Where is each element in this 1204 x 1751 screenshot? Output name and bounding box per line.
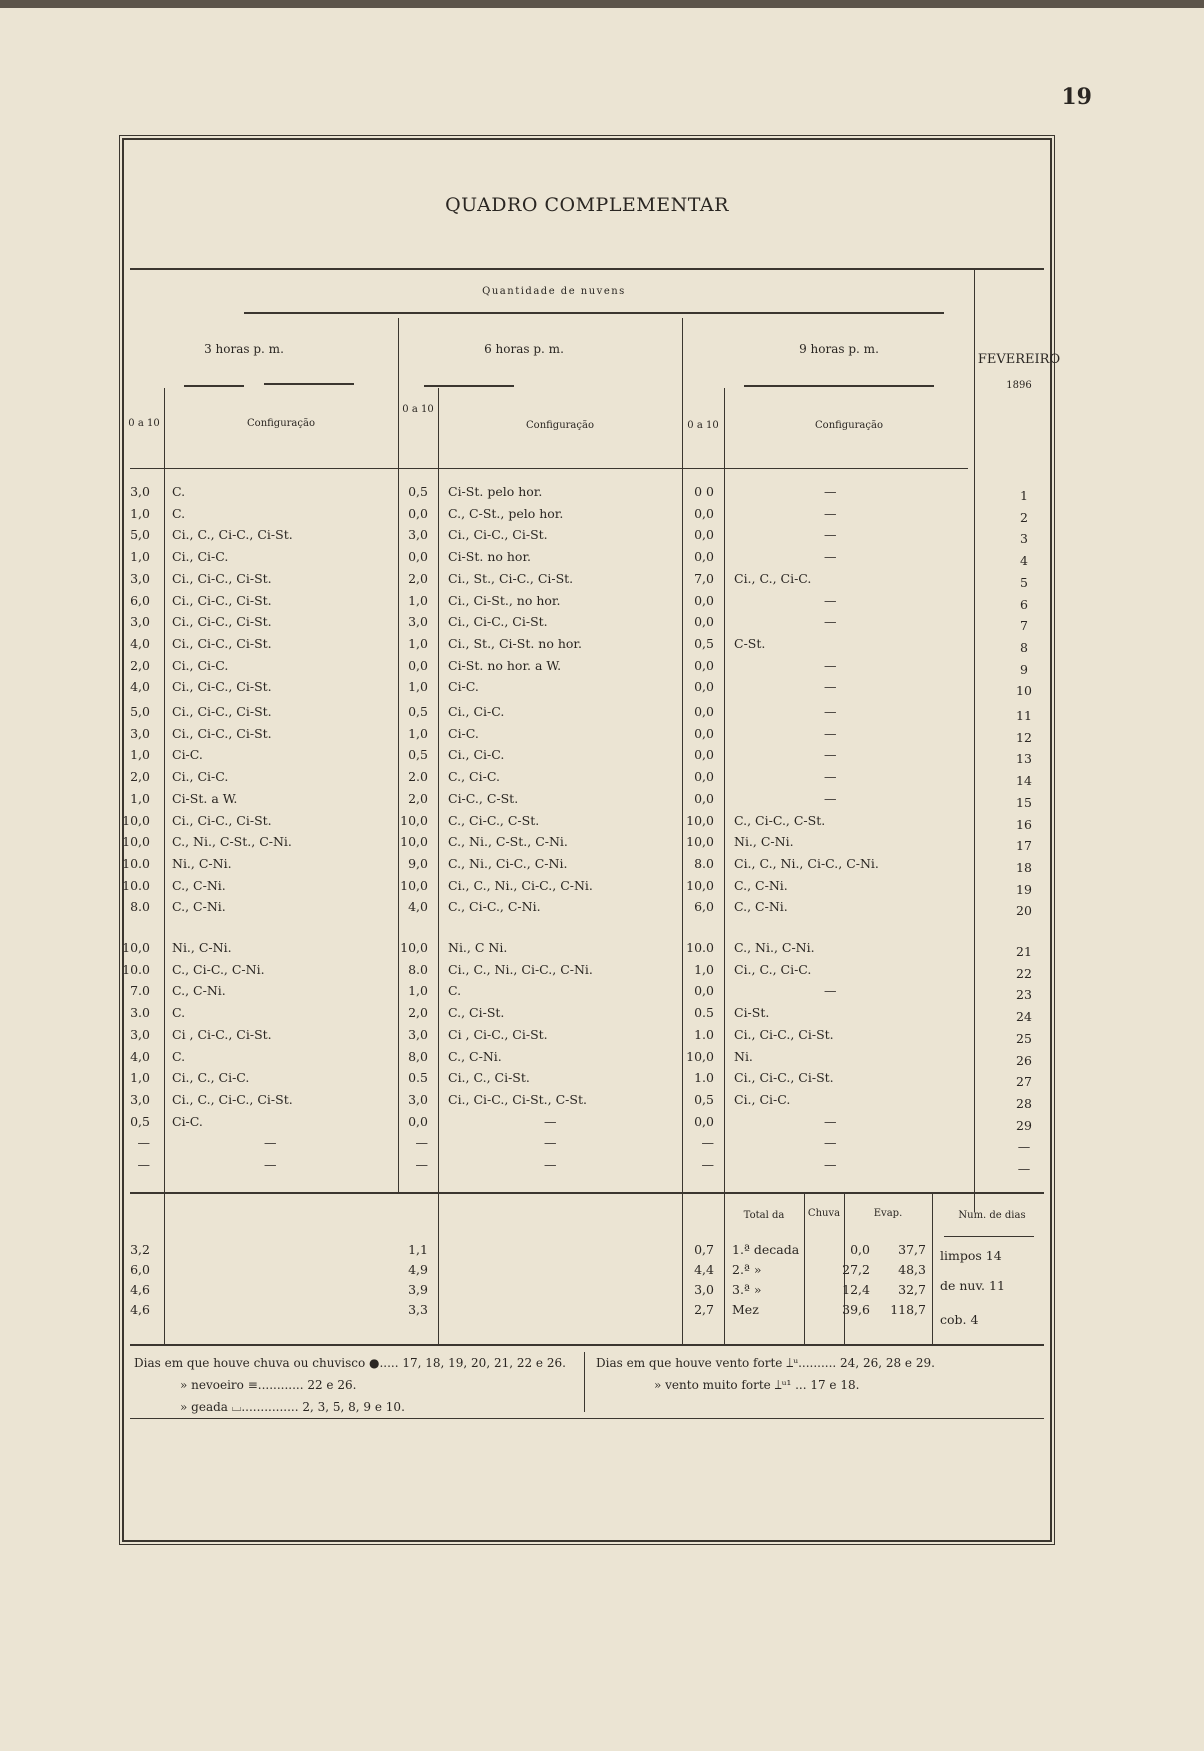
cell-a: 1,0 bbox=[130, 747, 150, 763]
cell-cc: — bbox=[824, 679, 837, 695]
footnote-wind: Dias em que houve vento forte ⟘ᵘ.......... 24, 26, 28 e 29. bbox=[596, 1356, 935, 1370]
cell-a: 8.0 bbox=[130, 899, 150, 915]
cell-cc: — bbox=[824, 549, 837, 565]
cell-cc: Ni., C-Ni. bbox=[734, 834, 794, 850]
cell-c: 0,5 bbox=[694, 635, 714, 651]
cell-b: 0,0 bbox=[408, 657, 428, 673]
cell-ac: Ci., Ci-C., Ci-St. bbox=[172, 725, 272, 741]
cell-ac: C. bbox=[172, 1048, 186, 1064]
cell-c: 1.0 bbox=[694, 1070, 714, 1086]
summary-label: 1.ª decada bbox=[732, 1242, 800, 1257]
cell-day: 27 bbox=[1016, 1074, 1032, 1090]
summary-a: 6,0 bbox=[130, 1262, 150, 1277]
cell-cc: — bbox=[824, 1157, 837, 1172]
cell-bc: Ci., Ci-C. bbox=[448, 747, 505, 763]
cell-bc: C., Ci-St. bbox=[448, 1005, 505, 1021]
cell-ac: Ci., Ci-C., Ci-St. bbox=[172, 570, 272, 586]
cell-day: 11 bbox=[1016, 708, 1032, 723]
cell-cc: Ci., Ci-C., Ci-St. bbox=[734, 1070, 834, 1086]
cell-bc: Ci-C. bbox=[448, 725, 479, 741]
cell-cc: C., C-Ni. bbox=[734, 899, 788, 915]
cell-c: 8.0 bbox=[694, 855, 714, 871]
cell-c: 0,5 bbox=[694, 1091, 714, 1107]
cell-a: 1,0 bbox=[130, 549, 150, 565]
cell-cc: — bbox=[824, 725, 837, 741]
cell-bc: Ci., St., Ci-St. no hor. bbox=[448, 635, 583, 651]
cell-a: 10.0 bbox=[122, 877, 150, 893]
cell-cc: C-St. bbox=[734, 635, 766, 651]
cell-a: 5,0 bbox=[130, 704, 150, 719]
cell-ac: Ci., Ci-C. bbox=[172, 657, 229, 673]
table-title: QUADRO COMPLEMENTAR bbox=[445, 194, 729, 216]
cell-a: 3.0 bbox=[130, 1005, 150, 1021]
summary-evap: 48,3 bbox=[898, 1262, 926, 1277]
cell-c: 7,0 bbox=[694, 570, 714, 586]
cell-cc: C., C-Ni. bbox=[734, 877, 788, 893]
year-label: 1896 bbox=[1006, 380, 1032, 391]
cell-day: 7 bbox=[1020, 618, 1028, 634]
cell-b: 9,0 bbox=[408, 855, 428, 871]
cell-a: 10.0 bbox=[122, 855, 150, 871]
summary-c: 2,7 bbox=[694, 1302, 714, 1317]
period-9pm: 9 horas p. m. bbox=[799, 342, 879, 356]
cell-a: — bbox=[137, 1135, 150, 1151]
cell-b: 0.5 bbox=[408, 1070, 428, 1086]
cell-cc: — bbox=[824, 747, 837, 763]
cell-b: 1,0 bbox=[408, 679, 428, 695]
cell-ac: Ci., Ci-C. bbox=[172, 769, 229, 785]
cell-b: 1,0 bbox=[408, 725, 428, 741]
cell-b: 0,0 bbox=[408, 549, 428, 565]
cell-c: 0,0 bbox=[694, 747, 714, 763]
cell-ac: Ci-C. bbox=[172, 1113, 203, 1129]
col-config-9pm: Configuração bbox=[815, 420, 883, 431]
cell-b: 3,0 bbox=[408, 1091, 428, 1107]
cell-c: 0,0 bbox=[694, 769, 714, 785]
cell-day: 5 bbox=[1020, 574, 1028, 590]
cell-bc: Ci-St. pelo hor. bbox=[448, 484, 543, 499]
cell-b: 8,0 bbox=[408, 1048, 428, 1064]
cell-day: 18 bbox=[1016, 859, 1032, 875]
cell-c: 10,0 bbox=[686, 834, 714, 850]
cell-a: 10,0 bbox=[122, 812, 150, 828]
cell-a: 1,0 bbox=[130, 505, 150, 521]
cell-bc: C., Ci-C., C-Ni. bbox=[448, 899, 541, 915]
cell-a: 3,0 bbox=[130, 725, 150, 741]
cell-day: 4 bbox=[1020, 553, 1028, 569]
cell-ac: Ci-C. bbox=[172, 747, 203, 763]
summary-b: 3,9 bbox=[408, 1282, 428, 1297]
summary-a: 4,6 bbox=[130, 1282, 150, 1297]
cell-bc: Ci-St. no hor. bbox=[448, 549, 532, 565]
cell-bc: Ni., C Ni. bbox=[448, 940, 508, 955]
cell-a: 2,0 bbox=[130, 657, 150, 673]
cell-bc: Ci., Ci-St., no hor. bbox=[448, 592, 561, 608]
cell-cc: — bbox=[824, 614, 837, 630]
cell-b: 3,0 bbox=[408, 1026, 428, 1042]
cell-b: 4,0 bbox=[408, 899, 428, 915]
cell-day: 1 bbox=[1020, 488, 1028, 503]
cell-bc: Ci-C. bbox=[448, 679, 479, 695]
cell-ac: C. bbox=[172, 1005, 186, 1021]
cell-ac: Ci , Ci-C., Ci-St. bbox=[172, 1026, 272, 1042]
cell-a: — bbox=[137, 1157, 150, 1172]
cell-bc: C., Ci-C. bbox=[448, 769, 500, 785]
cell-day: 9 bbox=[1020, 661, 1028, 677]
month-label: FEVEREIRO bbox=[977, 352, 1061, 367]
cell-ac: Ni., C-Ni. bbox=[172, 940, 232, 955]
cell-bc: — bbox=[544, 1113, 557, 1129]
cell-c: 0,0 bbox=[694, 614, 714, 630]
summary-evap: 37,7 bbox=[898, 1242, 926, 1257]
cell-bc: Ci., C., Ni., Ci-C., C-Ni. bbox=[448, 961, 593, 977]
summary-evap: 118,7 bbox=[890, 1302, 926, 1317]
cell-ac: C., C-Ni. bbox=[172, 899, 226, 915]
col-scale-9pm: 0 a 10 bbox=[687, 420, 719, 431]
cell-b: 0,0 bbox=[408, 505, 428, 521]
summary-c: 4,4 bbox=[694, 1262, 714, 1277]
cell-bc: Ci-St. no hor. a W. bbox=[448, 657, 562, 673]
cell-ac: Ci-St. a W. bbox=[172, 790, 238, 806]
cell-bc: — bbox=[544, 1157, 557, 1172]
summary-a: 4,6 bbox=[130, 1302, 150, 1317]
cell-day: 28 bbox=[1016, 1095, 1032, 1111]
cell-cc: C., Ni., C-Ni. bbox=[734, 940, 815, 955]
cell-c: 0,0 bbox=[694, 704, 714, 719]
cell-day: 20 bbox=[1016, 903, 1032, 919]
cell-c: 0.5 bbox=[694, 1005, 714, 1021]
cell-a: 3,0 bbox=[130, 614, 150, 630]
cell-ac: C. bbox=[172, 484, 186, 499]
cell-ac: C., C-Ni. bbox=[172, 877, 226, 893]
cell-a: 0,5 bbox=[130, 1113, 150, 1129]
cell-cc: — bbox=[824, 505, 837, 521]
cell-bc: C., C-St., pelo hor. bbox=[448, 505, 564, 521]
cell-cc: Ci-St. bbox=[734, 1005, 770, 1021]
cell-cc: — bbox=[824, 790, 837, 806]
cell-ac: Ci., C., Ci-C., Ci-St. bbox=[172, 1091, 293, 1107]
summary-c: 0,7 bbox=[694, 1242, 714, 1257]
cell-day: 10 bbox=[1016, 683, 1032, 699]
cell-bc: C. bbox=[448, 983, 462, 999]
cell-b: 2,0 bbox=[408, 570, 428, 586]
cell-a: 10,0 bbox=[122, 940, 150, 955]
cell-a: 7.0 bbox=[130, 983, 150, 999]
cell-bc: C., C-Ni. bbox=[448, 1048, 502, 1064]
cell-a: 4,0 bbox=[130, 679, 150, 695]
footnote-rain: Dias em que houve chuva ou chuvisco ●..... 17, 18, 19, 20, 21, 22 e 26. bbox=[134, 1356, 566, 1370]
page-edge bbox=[0, 0, 1204, 8]
cell-c: 0,0 bbox=[694, 549, 714, 565]
cell-b: 0,5 bbox=[408, 704, 428, 719]
cell-day: 22 bbox=[1016, 965, 1032, 981]
summary-total-header: Total da bbox=[743, 1210, 785, 1221]
cell-c: 6,0 bbox=[694, 899, 714, 915]
cell-b: 2,0 bbox=[408, 1005, 428, 1021]
col-scale-6pm: 0 a 10 bbox=[402, 404, 434, 415]
cell-ac: — bbox=[264, 1157, 277, 1172]
cell-day: 25 bbox=[1016, 1030, 1032, 1046]
col-config-6pm: Configuração bbox=[526, 420, 594, 431]
cell-b: — bbox=[415, 1157, 428, 1172]
days-overcast: cob. 4 bbox=[940, 1312, 979, 1327]
cell-c: 1.0 bbox=[694, 1026, 714, 1042]
cell-a: 6,0 bbox=[130, 592, 150, 608]
cell-c: 10,0 bbox=[686, 1048, 714, 1064]
cell-b: 0,5 bbox=[408, 747, 428, 763]
col-config-3pm: Configuração bbox=[247, 418, 315, 429]
period-3pm: 3 horas p. m. bbox=[204, 342, 284, 356]
cell-c: 0 0 bbox=[694, 484, 714, 499]
cell-cc: Ni. bbox=[734, 1048, 753, 1064]
cell-day: 26 bbox=[1016, 1052, 1032, 1068]
summary-rain: 12,4 bbox=[842, 1282, 870, 1297]
cell-c: 10,0 bbox=[686, 877, 714, 893]
cell-day: 15 bbox=[1016, 794, 1032, 810]
cell-cc: Ci., Ci-C., Ci-St. bbox=[734, 1026, 834, 1042]
cell-ac: Ci., Ci-C., Ci-St. bbox=[172, 592, 272, 608]
days-count-header: Num. de dias bbox=[958, 1210, 1026, 1221]
footnote-wind-strong: » vento muito forte ⟘ᵘ¹ ... 17 e 18. bbox=[654, 1378, 860, 1392]
cell-bc: Ci., Ci-C. bbox=[448, 704, 505, 719]
days-partly-cloudy: de nuv. 11 bbox=[940, 1278, 1005, 1293]
cell-cc: Ci., C., Ci-C. bbox=[734, 961, 812, 977]
cell-ac: Ni., C-Ni. bbox=[172, 855, 232, 871]
cell-c: 0,0 bbox=[694, 505, 714, 521]
cell-cc: — bbox=[824, 1113, 837, 1129]
cell-bc: C., Ni., Ci-C., C-Ni. bbox=[448, 855, 568, 871]
summary-label: Mez bbox=[732, 1302, 759, 1317]
cell-a: 10,0 bbox=[122, 834, 150, 850]
cell-b: 2.0 bbox=[408, 769, 428, 785]
footnote-fog: » nevoeiro ≡............ 22 e 26. bbox=[180, 1378, 357, 1392]
cell-day: 17 bbox=[1016, 838, 1032, 854]
cell-b: 10,0 bbox=[400, 834, 428, 850]
cell-cc: — bbox=[824, 484, 837, 499]
cell-bc: Ci., Ci-C., Ci-St. bbox=[448, 614, 548, 630]
cell-b: 0,5 bbox=[408, 484, 428, 499]
cell-cc: — bbox=[824, 1135, 837, 1151]
summary-label: 3.ª » bbox=[732, 1282, 762, 1297]
cell-b: — bbox=[415, 1135, 428, 1151]
cell-bc: Ci., Ci-C., Ci-St. bbox=[448, 527, 548, 543]
cell-ac: Ci., C., Ci-C., Ci-St. bbox=[172, 527, 293, 543]
cell-b: 0,0 bbox=[408, 1113, 428, 1129]
cell-bc: C., Ni., C-St., C-Ni. bbox=[448, 834, 568, 850]
cell-ac: — bbox=[264, 1135, 277, 1151]
cell-cc: Ci., Ci-C. bbox=[734, 1091, 791, 1107]
cell-b: 2,0 bbox=[408, 790, 428, 806]
cell-day: 14 bbox=[1016, 773, 1032, 789]
summary-evap-header: Evap. bbox=[873, 1208, 903, 1219]
cell-day: 16 bbox=[1016, 816, 1032, 832]
col-scale-3pm: 0 a 10 bbox=[128, 418, 160, 429]
summary-rain: 0,0 bbox=[850, 1242, 870, 1257]
cell-b: 1,0 bbox=[408, 983, 428, 999]
cell-b: 10,0 bbox=[400, 940, 428, 955]
cell-c: 0,0 bbox=[694, 725, 714, 741]
cell-day: 13 bbox=[1016, 751, 1032, 767]
cell-c: 0,0 bbox=[694, 657, 714, 673]
cell-day: 29 bbox=[1016, 1117, 1032, 1133]
cell-c: — bbox=[701, 1135, 714, 1151]
page-number: 19 bbox=[1061, 84, 1092, 110]
cell-ac: Ci., Ci-C., Ci-St. bbox=[172, 635, 272, 651]
cell-ac: C., Ni., C-St., C-Ni. bbox=[172, 834, 292, 850]
cell-cc: — bbox=[824, 983, 837, 999]
cell-c: 0,0 bbox=[694, 983, 714, 999]
summary-rain: 39,6 bbox=[842, 1302, 870, 1317]
cell-cc: — bbox=[824, 769, 837, 785]
summary-b: 4,9 bbox=[408, 1262, 428, 1277]
cell-day: 12 bbox=[1016, 729, 1032, 745]
cell-b: 10,0 bbox=[400, 812, 428, 828]
cell-b: 1,0 bbox=[408, 592, 428, 608]
cell-cc: — bbox=[824, 657, 837, 673]
summary-rain: 27,2 bbox=[842, 1262, 870, 1277]
cell-b: 3,0 bbox=[408, 527, 428, 543]
cell-c: 0,0 bbox=[694, 1113, 714, 1129]
cell-a: 3,0 bbox=[130, 484, 150, 499]
cell-c: — bbox=[701, 1157, 714, 1172]
cell-a: 3,0 bbox=[130, 1026, 150, 1042]
cell-b: 1,0 bbox=[408, 635, 428, 651]
cell-a: 1,0 bbox=[130, 790, 150, 806]
cell-cc: — bbox=[824, 704, 837, 719]
cell-day: 23 bbox=[1016, 987, 1032, 1003]
cell-a: 4,0 bbox=[130, 1048, 150, 1064]
cell-c: 0,0 bbox=[694, 679, 714, 695]
cell-day: — bbox=[1017, 1161, 1031, 1176]
cell-a: 10.0 bbox=[122, 961, 150, 977]
cell-day: 21 bbox=[1016, 944, 1032, 959]
cell-c: 1,0 bbox=[694, 961, 714, 977]
cell-bc: Ci., C., Ni., Ci-C., C-Ni. bbox=[448, 877, 593, 893]
cell-bc: Ci., St., Ci-C., Ci-St. bbox=[448, 570, 574, 586]
cell-ac: Ci., Ci-C., Ci-St. bbox=[172, 614, 272, 630]
cell-cc: Ci., C., Ni., Ci-C., C-Ni. bbox=[734, 855, 879, 871]
group-header: Quantidade de nuvens bbox=[482, 286, 626, 297]
cell-day: 3 bbox=[1020, 531, 1028, 547]
cell-ac: Ci., Ci-C., Ci-St. bbox=[172, 704, 272, 719]
cell-c: 0,0 bbox=[694, 592, 714, 608]
cell-bc: Ci., Ci-C., Ci-St., C-St. bbox=[448, 1091, 587, 1107]
cell-day: 24 bbox=[1016, 1009, 1032, 1025]
cell-cc: C., Ci-C., C-St. bbox=[734, 812, 826, 828]
summary-rain-header: Chuva bbox=[807, 1208, 841, 1219]
summary-b: 3,3 bbox=[408, 1302, 428, 1317]
cell-a: 3,0 bbox=[130, 1091, 150, 1107]
cell-ac: Ci., Ci-C. bbox=[172, 549, 229, 565]
cell-a: 5,0 bbox=[130, 527, 150, 543]
summary-a: 3,2 bbox=[130, 1242, 150, 1257]
cell-ac: Ci., C., Ci-C. bbox=[172, 1070, 250, 1086]
cell-a: 1,0 bbox=[130, 1070, 150, 1086]
cell-ac: C., Ci-C., C-Ni. bbox=[172, 961, 265, 977]
cell-day: 6 bbox=[1020, 596, 1028, 612]
cell-day: — bbox=[1017, 1139, 1031, 1155]
cell-ac: Ci., Ci-C., Ci-St. bbox=[172, 679, 272, 695]
cell-c: 10,0 bbox=[686, 812, 714, 828]
cell-c: 0,0 bbox=[694, 527, 714, 543]
cell-bc: Ci , Ci-C., Ci-St. bbox=[448, 1026, 548, 1042]
summary-evap: 32,7 bbox=[898, 1282, 926, 1297]
cell-cc: — bbox=[824, 527, 837, 543]
cell-c: 10.0 bbox=[686, 940, 714, 955]
cell-ac: Ci., Ci-C., Ci-St. bbox=[172, 812, 272, 828]
summary-b: 1,1 bbox=[408, 1242, 428, 1257]
cell-ac: C., C-Ni. bbox=[172, 983, 226, 999]
days-clear: limpos 14 bbox=[940, 1248, 1002, 1263]
cell-bc: Ci-C., C-St. bbox=[448, 790, 519, 806]
period-6pm: 6 horas p. m. bbox=[484, 342, 564, 356]
cell-day: 2 bbox=[1020, 509, 1028, 525]
cell-bc: Ci., C., Ci-St. bbox=[448, 1070, 530, 1086]
footnote-frost: » geada ⌴............... 2, 3, 5, 8, 9 e 10. bbox=[180, 1400, 405, 1414]
cell-b: 8.0 bbox=[408, 961, 428, 977]
summary-label: 2.ª » bbox=[732, 1262, 762, 1277]
summary-c: 3,0 bbox=[694, 1282, 714, 1297]
cell-bc: — bbox=[544, 1135, 557, 1151]
cell-b: 3,0 bbox=[408, 614, 428, 630]
cell-day: 19 bbox=[1016, 881, 1032, 897]
cell-day: 8 bbox=[1020, 639, 1028, 655]
cell-cc: — bbox=[824, 592, 837, 608]
table-frame bbox=[122, 138, 1061, 1542]
cell-a: 3,0 bbox=[130, 570, 150, 586]
cell-c: 0,0 bbox=[694, 790, 714, 806]
cell-bc: C., Ci-C., C-St. bbox=[448, 812, 540, 828]
cell-cc: Ci., C., Ci-C. bbox=[734, 570, 812, 586]
cell-a: 2,0 bbox=[130, 769, 150, 785]
cell-a: 4,0 bbox=[130, 635, 150, 651]
cell-b: 10,0 bbox=[400, 877, 428, 893]
cell-ac: C. bbox=[172, 505, 186, 521]
